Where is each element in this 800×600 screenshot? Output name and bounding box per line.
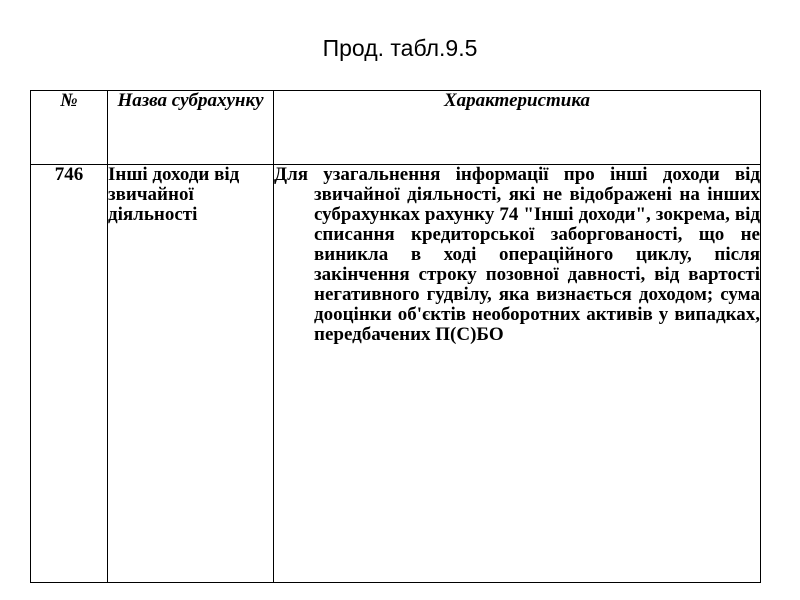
row-description-cell [274,165,761,583]
subaccount-table [30,90,761,583]
row-name: Інші доходи від звичайної діяльності [108,165,274,583]
row-number: 746 [31,165,108,583]
header-number: № [31,91,108,165]
table-header-row [31,91,761,165]
header-description: Характеристика [274,91,761,165]
table-caption: Прод. табл.9.5 [322,35,478,61]
row-description: Для узагальнення інформації про інші доходи від звичайної діяльності, які не відображені на інших субрахунках рахунку 74 "Інші доходи", зокрема, від списання кредиторської заборгованості, що не виникла в ході операційного циклу, після закінчення строку позовної давності, від вартості негативного гудвілу, яка визнається доходом; сума дооцінки об'єктів необоротних активів у випадках, передбачених П(С)БО [274,164,760,345]
header-name: Назва субрахунку [108,91,274,165]
table-row [31,165,761,583]
